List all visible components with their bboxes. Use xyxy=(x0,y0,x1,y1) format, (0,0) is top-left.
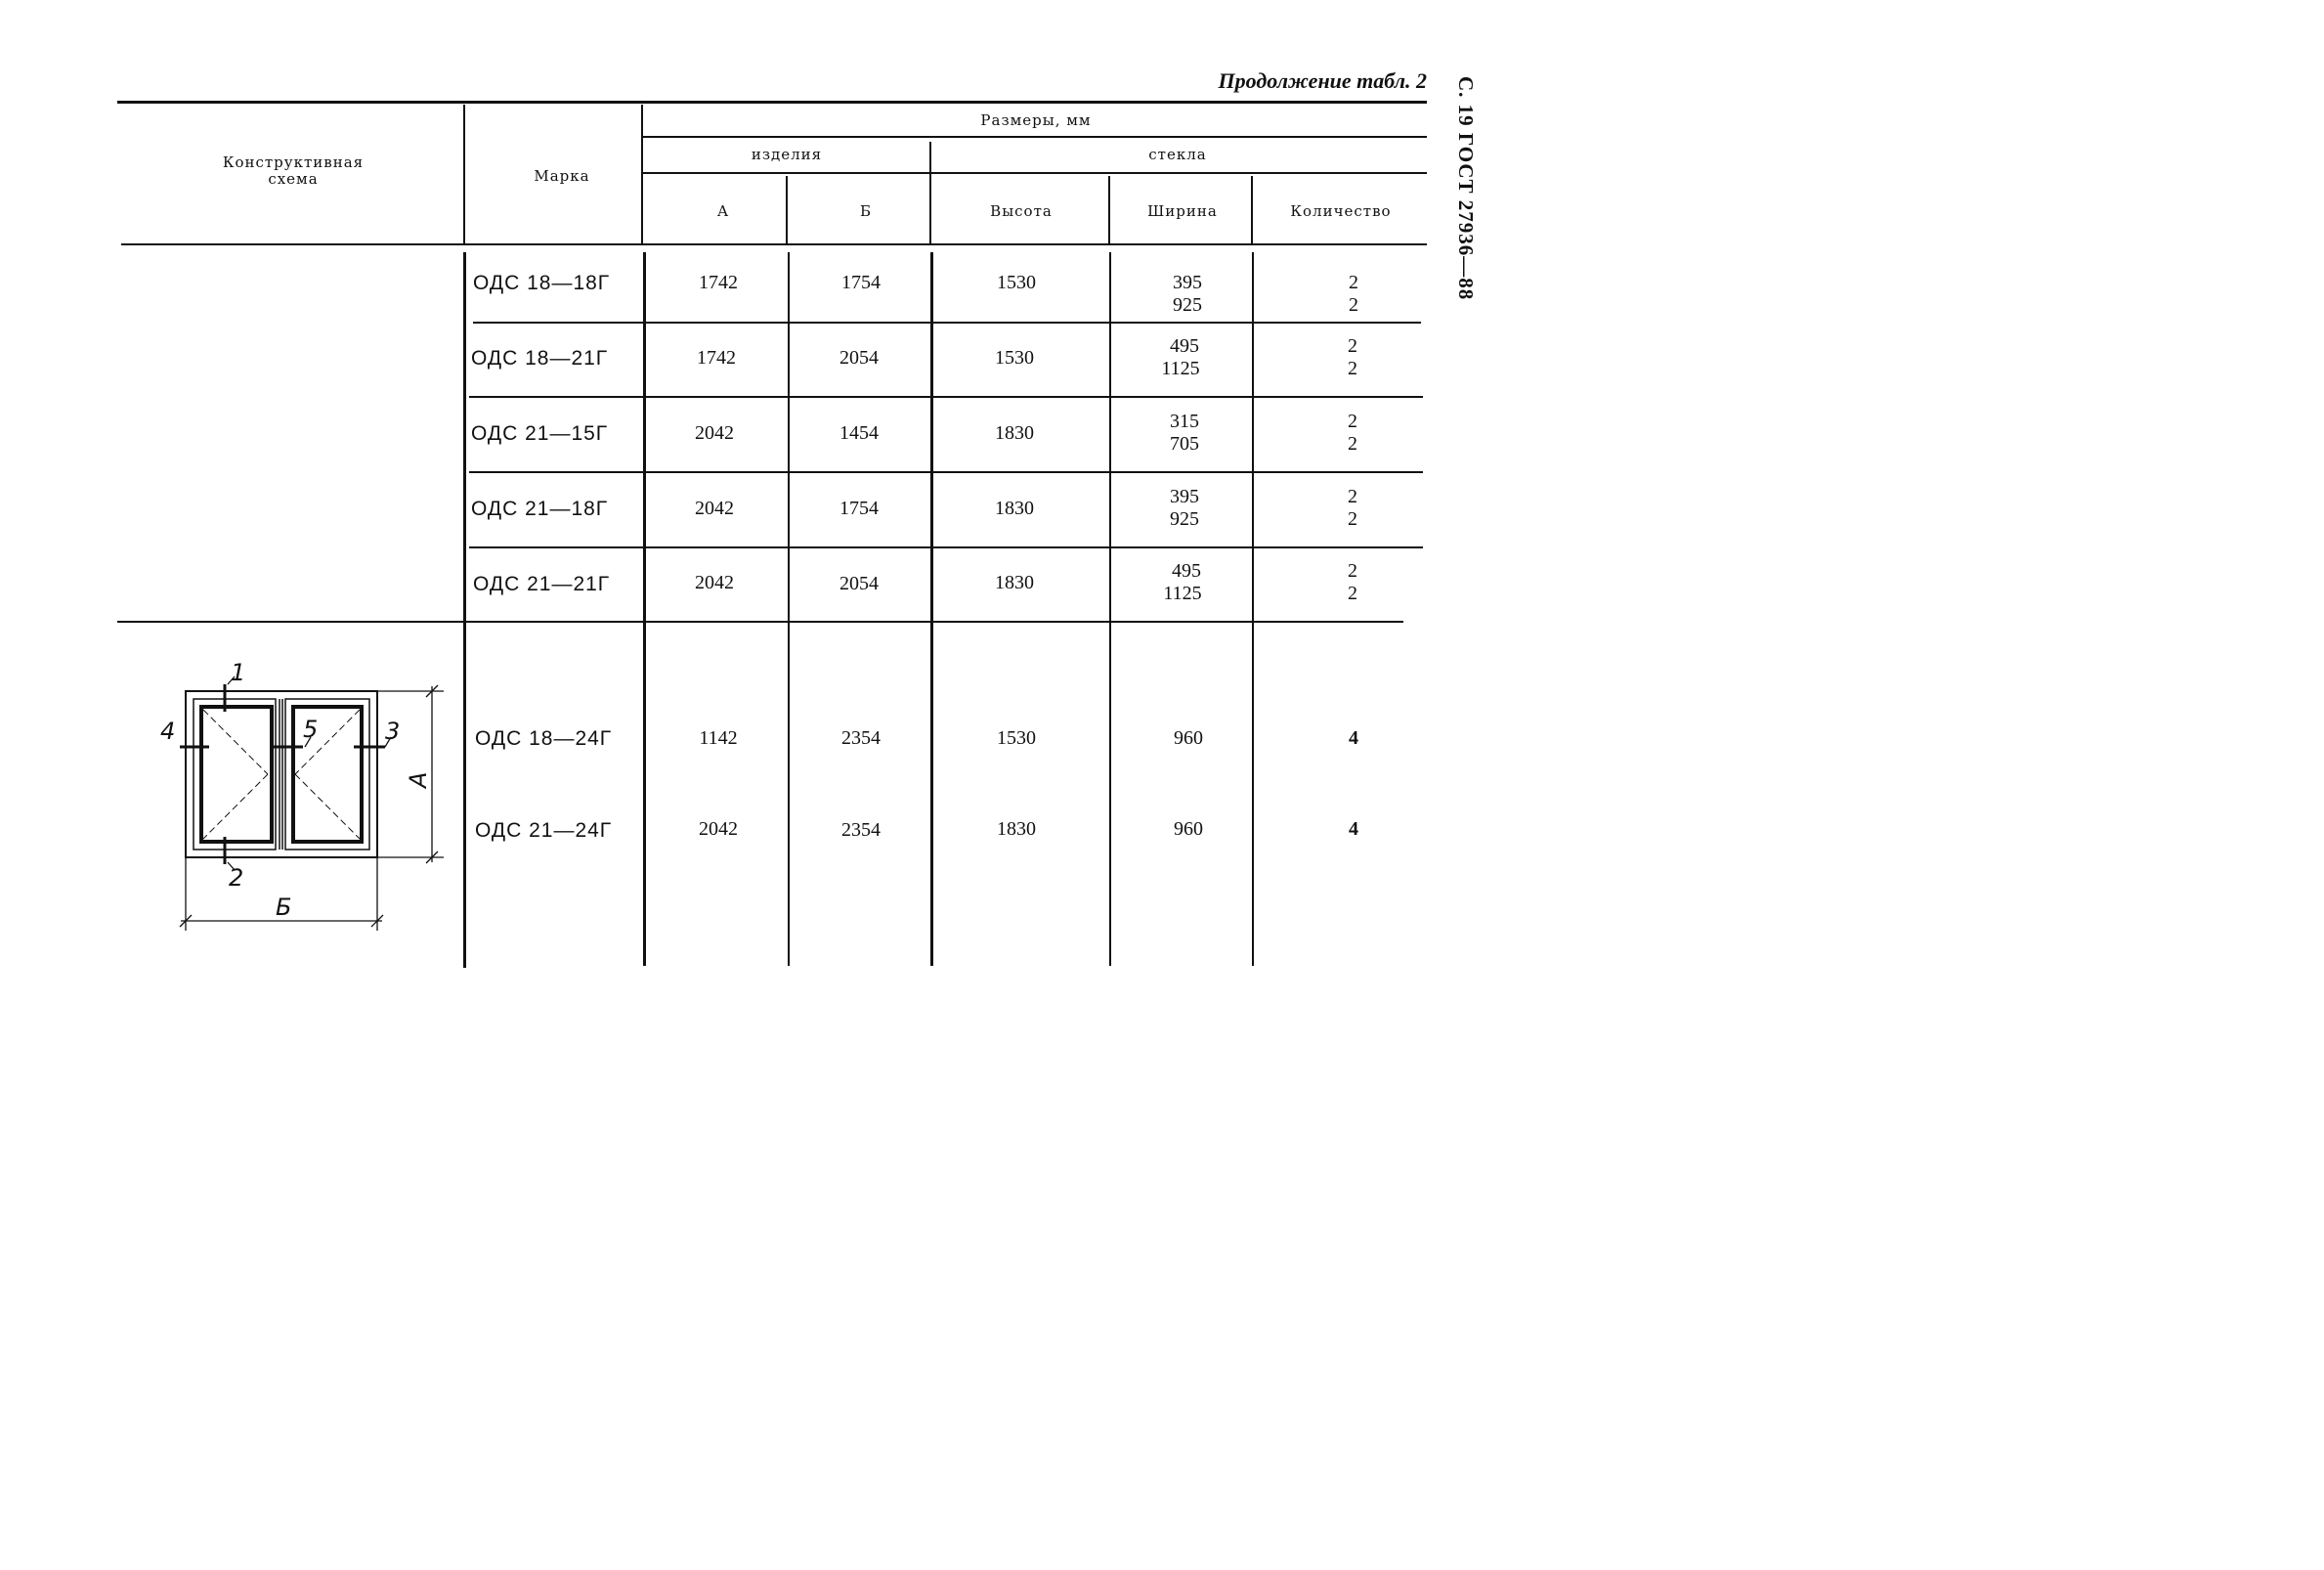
row-5-height: 1830 xyxy=(995,572,1034,593)
row-rule-4 xyxy=(469,546,1423,548)
header-divider-glass xyxy=(929,142,931,243)
body-divider-height xyxy=(930,252,933,966)
header-marka: Марка xyxy=(534,167,590,185)
row-2-qty-1: 2 xyxy=(1348,335,1357,357)
header-divider-marka xyxy=(463,105,465,243)
body-divider-qty xyxy=(1252,252,1254,966)
row-6-a: 1142 xyxy=(699,727,738,749)
row-3-qty-2: 2 xyxy=(1348,433,1357,455)
row-1-height: 1530 xyxy=(997,272,1036,293)
row-5-width-1: 495 xyxy=(1172,560,1201,582)
diagram-label-2: 2 xyxy=(229,864,244,892)
header-a: А xyxy=(716,202,730,220)
row-2-a: 1742 xyxy=(697,347,736,369)
header-divider-b xyxy=(786,176,788,243)
row-rule-1 xyxy=(473,322,1421,324)
row-3-a: 2042 xyxy=(695,422,734,444)
row-1-a: 1742 xyxy=(699,272,738,293)
row-rule-3 xyxy=(469,471,1423,473)
header-product: изделия xyxy=(751,146,823,163)
row-6-width: 960 xyxy=(1174,727,1203,749)
header-bottom-rule xyxy=(121,243,1427,245)
row-6-height: 1530 xyxy=(997,727,1036,749)
row-3-qty-1: 2 xyxy=(1348,411,1357,432)
row-4-width-1: 395 xyxy=(1170,486,1199,507)
row-4-width-2: 925 xyxy=(1170,508,1199,530)
header-rule-groups xyxy=(643,172,1427,174)
row-7-height: 1830 xyxy=(997,818,1036,840)
row-3-width-2: 705 xyxy=(1170,433,1199,455)
row-5-qty-1: 2 xyxy=(1348,560,1357,582)
document-side-header: С. 19 ГОСТ 27936—88 xyxy=(1454,76,1478,301)
row-7-width: 960 xyxy=(1174,818,1203,840)
row-rule-2 xyxy=(469,396,1423,398)
row-1-marka: ОДС 18—18Г xyxy=(473,272,611,294)
row-5-qty-2: 2 xyxy=(1348,583,1357,604)
diagram-label-4: 4 xyxy=(160,718,176,745)
header-divider-sizes xyxy=(641,105,643,243)
row-6-qty: 4 xyxy=(1349,727,1358,749)
row-3-height: 1830 xyxy=(995,422,1034,444)
body-divider-b xyxy=(788,252,790,966)
row-2-b: 2054 xyxy=(839,347,879,369)
row-4-height: 1830 xyxy=(995,498,1034,519)
row-1-qty-2: 2 xyxy=(1349,294,1358,316)
row-7-b: 2354 xyxy=(841,819,881,841)
window-structure-diagram xyxy=(147,655,459,948)
row-5-a: 2042 xyxy=(695,572,734,593)
row-4-a: 2042 xyxy=(695,498,734,519)
row-5-marka: ОДС 21—21Г xyxy=(473,573,611,595)
header-sizes: Размеры, мм xyxy=(980,111,1092,129)
row-3-marka: ОДС 21—15Г xyxy=(471,422,609,445)
header-schema: Конструктивная схема xyxy=(222,153,365,188)
header-glass: стекла xyxy=(1148,146,1207,163)
section-rule xyxy=(117,621,1403,623)
row-3-width-1: 315 xyxy=(1170,411,1199,432)
row-6-b: 2354 xyxy=(841,727,881,749)
table-top-rule xyxy=(117,101,1427,104)
table-continuation-caption: Продолжение табл. 2 xyxy=(1218,68,1427,93)
diagram-dimension-a: А xyxy=(405,771,432,788)
row-7-marka: ОДС 21—24Г xyxy=(475,819,613,842)
header-height: Высота xyxy=(990,202,1053,220)
row-4-marka: ОДС 21—18Г xyxy=(471,498,609,520)
header-width: Ширина xyxy=(1147,202,1218,220)
row-4-b: 1754 xyxy=(839,498,879,519)
header-b: Б xyxy=(859,202,873,220)
row-4-qty-2: 2 xyxy=(1348,508,1357,530)
row-1-width-2: 925 xyxy=(1173,294,1202,316)
row-5-b: 2054 xyxy=(839,573,879,594)
body-divider-width xyxy=(1109,252,1111,966)
header-divider-width xyxy=(1108,176,1110,243)
row-4-qty-1: 2 xyxy=(1348,486,1357,507)
row-7-a: 2042 xyxy=(699,818,738,840)
row-1-width-1: 395 xyxy=(1173,272,1202,293)
row-2-qty-2: 2 xyxy=(1348,358,1357,379)
row-5-width-2: 1125 xyxy=(1163,583,1202,604)
row-2-marka: ОДС 18—21Г xyxy=(471,347,609,370)
diagram-label-3: 3 xyxy=(385,718,401,745)
row-2-height: 1530 xyxy=(995,347,1034,369)
diagram-label-1: 1 xyxy=(231,659,246,686)
row-2-width-1: 495 xyxy=(1170,335,1199,357)
header-quantity: Количество xyxy=(1290,202,1392,220)
row-6-marka: ОДС 18—24Г xyxy=(475,727,613,750)
diagram-dimension-b: Б xyxy=(276,894,292,921)
header-rule-sizes xyxy=(643,136,1427,138)
body-divider-marka xyxy=(463,252,466,968)
body-divider-a xyxy=(643,252,646,966)
row-2-width-2: 1125 xyxy=(1161,358,1200,379)
row-1-qty-1: 2 xyxy=(1349,272,1358,293)
diagram-label-5: 5 xyxy=(303,716,319,743)
row-1-b: 1754 xyxy=(841,272,881,293)
row-3-b: 1454 xyxy=(839,422,879,444)
header-divider-qty xyxy=(1251,176,1253,243)
row-7-qty: 4 xyxy=(1349,818,1358,840)
